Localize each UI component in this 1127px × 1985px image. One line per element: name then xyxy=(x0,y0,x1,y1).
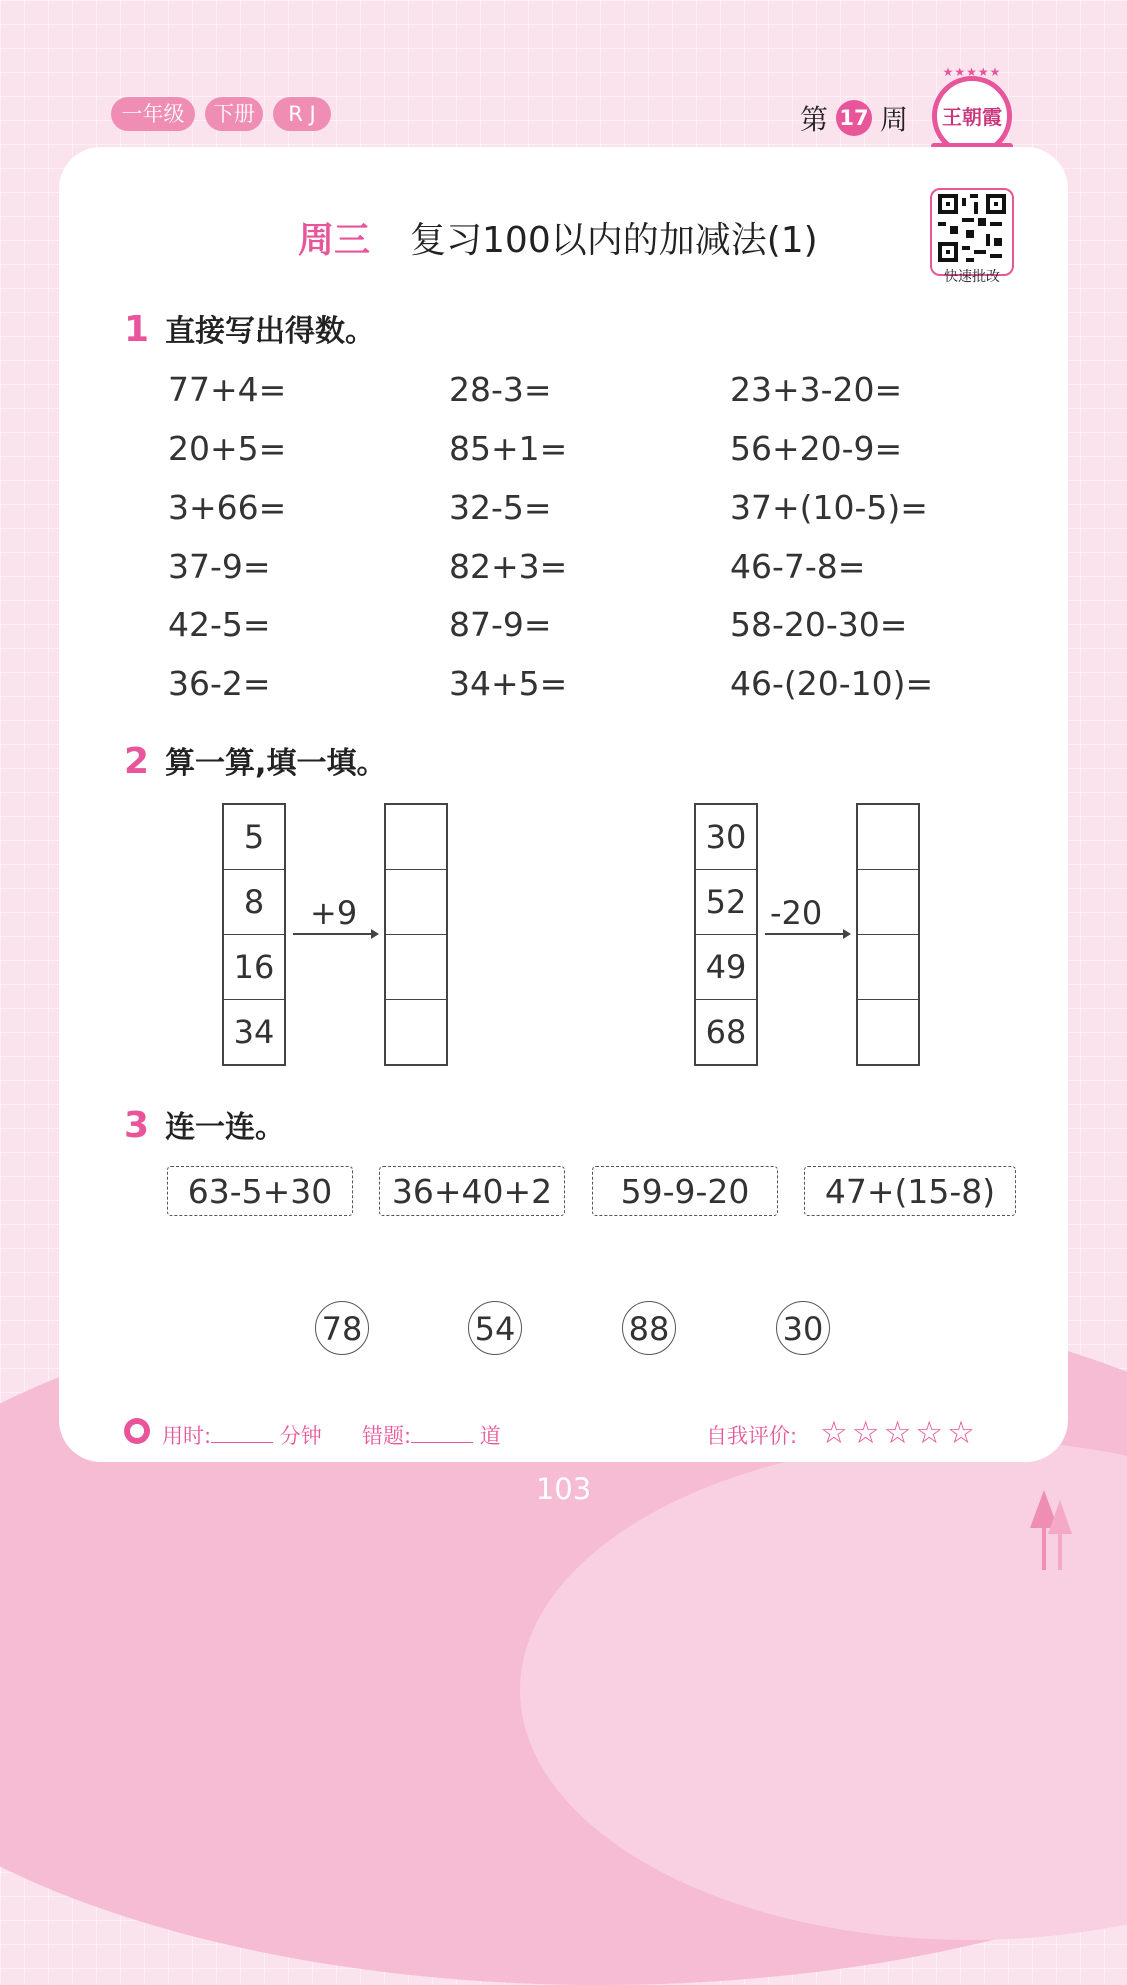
equation-item: 46-7-8= xyxy=(730,547,866,586)
week-suffix: 周 xyxy=(880,103,909,136)
time-field xyxy=(162,1420,322,1450)
answer-column-left xyxy=(384,803,448,1066)
equation-item: 58-20-30= xyxy=(730,605,908,644)
grade-tag: 一年级 xyxy=(111,97,195,131)
self-eval-label: 自我评价: xyxy=(706,1424,798,1448)
match-expression[interactable]: 36+40+2 xyxy=(379,1166,565,1216)
title-text: 复习100以内的加减法(1) xyxy=(410,220,818,261)
qr-code-icon xyxy=(938,194,1006,262)
equation-item: 37-9= xyxy=(168,547,271,586)
week-prefix: 第 xyxy=(800,103,829,136)
equation-item: 85+1= xyxy=(449,429,568,468)
match-answer[interactable]: 30 xyxy=(776,1301,830,1355)
input-cell: 30 xyxy=(696,805,756,870)
rating-stars-icon[interactable]: ☆☆☆☆☆ xyxy=(820,1415,979,1451)
equation-item: 32-5= xyxy=(449,488,552,527)
week-number-badge: 17 xyxy=(836,100,872,136)
match-expression[interactable]: 47+(15-8) xyxy=(804,1166,1016,1216)
arrow-right-icon xyxy=(765,933,849,935)
qr-code-box[interactable] xyxy=(930,188,1014,285)
equation-item: 87-9= xyxy=(449,605,552,644)
equation-item: 3+66= xyxy=(168,488,287,527)
answer-column-right xyxy=(856,803,920,1066)
match-answer[interactable]: 54 xyxy=(468,1301,522,1355)
equation-item: 28-3= xyxy=(449,370,552,409)
operation-label-left: +9 xyxy=(310,894,358,932)
answer-cell[interactable] xyxy=(858,935,918,1000)
operation-label-right: -20 xyxy=(770,894,823,932)
answer-cell[interactable] xyxy=(386,935,446,1000)
qr-caption: 快速批改 xyxy=(944,269,1000,285)
minutes-label: 分钟 xyxy=(279,1424,322,1448)
logo-text: 王朝霞 xyxy=(942,105,1002,129)
input-cell: 5 xyxy=(224,805,284,870)
input-cell: 52 xyxy=(696,870,756,935)
week-indicator xyxy=(800,98,908,138)
answer-cell[interactable] xyxy=(858,1000,918,1064)
answer-cell[interactable] xyxy=(386,870,446,935)
section-2-heading xyxy=(124,738,386,782)
section-3-title: 连一连。 xyxy=(165,1110,286,1145)
section-3-number: 3 xyxy=(124,1105,150,1146)
input-cell: 68 xyxy=(705,1013,747,1051)
match-answer[interactable]: 88 xyxy=(622,1301,676,1355)
answer-cell[interactable] xyxy=(858,805,918,870)
equation-item: 20+5= xyxy=(168,429,287,468)
input-cell: 16 xyxy=(224,935,284,1000)
errors-blank[interactable] xyxy=(411,1422,473,1443)
page-title xyxy=(298,212,818,263)
time-blank[interactable] xyxy=(211,1422,273,1443)
errors-unit: 道 xyxy=(479,1424,501,1448)
section-2-number: 2 xyxy=(124,741,150,782)
input-column-left xyxy=(222,803,286,1066)
equation-item: 77+4= xyxy=(168,370,287,409)
answer-cell[interactable] xyxy=(386,1000,446,1064)
errors-label: 错题: xyxy=(362,1424,412,1448)
equation-item: 46-(20-10)= xyxy=(730,664,934,703)
input-column-right xyxy=(694,803,758,1066)
equation-item: 42-5= xyxy=(168,605,271,644)
equation-item: 56+20-9= xyxy=(730,429,903,468)
section-2-title: 算一算,填一填。 xyxy=(165,746,387,781)
section-3-heading xyxy=(124,1102,285,1146)
stopwatch-icon xyxy=(124,1418,150,1444)
input-cell: 8 xyxy=(224,870,284,935)
answer-cell[interactable] xyxy=(386,805,446,870)
title-day: 周三 xyxy=(298,220,371,261)
input-cell: 49 xyxy=(696,935,756,1000)
errors-field xyxy=(362,1420,501,1450)
section-1-title: 直接写出得数。 xyxy=(165,314,376,349)
match-expression[interactable]: 63-5+30 xyxy=(167,1166,353,1216)
equation-item: 23+3-20= xyxy=(730,370,903,409)
time-label: 用时: xyxy=(162,1424,212,1448)
arrow-up-decoration-icon xyxy=(1028,1490,1078,1570)
input-cell: 34 xyxy=(233,1013,275,1051)
volume-tag: 下册 xyxy=(205,97,263,131)
section-1-heading xyxy=(124,306,375,350)
logo-stars-icon: ★★★★★ xyxy=(942,65,1002,79)
equation-item: 82+3= xyxy=(449,547,568,586)
answer-cell[interactable] xyxy=(858,870,918,935)
brand-logo xyxy=(932,65,1012,156)
page-number: 103 xyxy=(535,1472,592,1506)
equation-item: 37+(10-5)= xyxy=(730,488,928,527)
equation-item: 34+5= xyxy=(449,664,568,703)
arrow-right-icon xyxy=(293,933,377,935)
edition-tag: R J xyxy=(273,97,331,131)
section-1-number: 1 xyxy=(124,309,150,350)
match-answer[interactable]: 78 xyxy=(315,1301,369,1355)
equation-item: 36-2= xyxy=(168,664,271,703)
match-expression[interactable]: 59-9-20 xyxy=(592,1166,778,1216)
